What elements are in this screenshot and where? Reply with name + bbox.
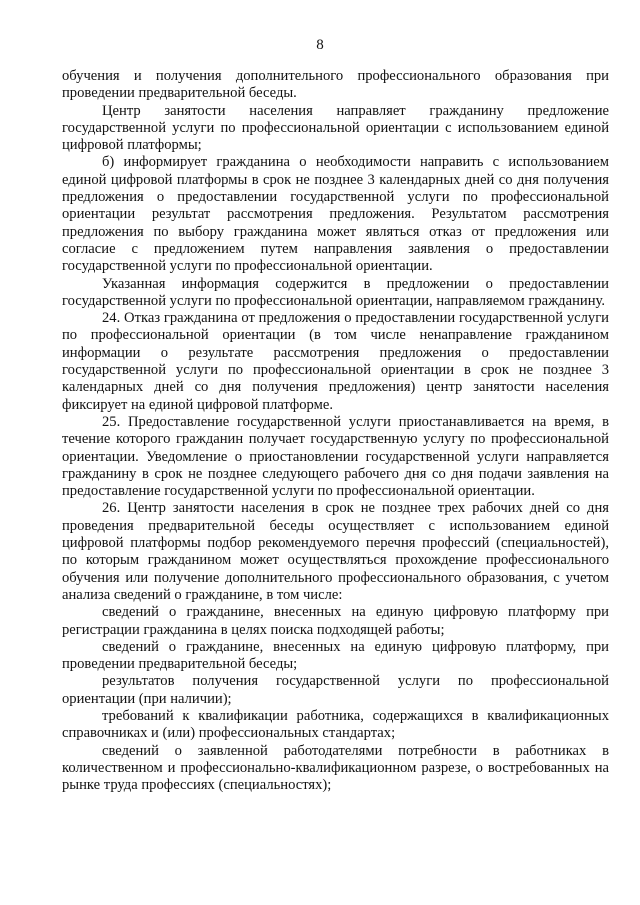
paragraph-clause-24: 24. Отказ гражданина от предложения о предоставлении государственной услуги по профессиональной ориентации (в том числе ненаправление гражданином информации о результате рассмотрения предложения о предоставлении государственной услуги по профессиональной ориентации в срок не позднее 3 календарных дней со дня получения предложения) центр занятости населения фиксирует на единой цифровой платформе. [62,310,609,413]
list-item-orientation-results: результатов получения государственной услуги по профессиональной ориентации (при наличии); [62,673,609,707]
list-item-registration-data: сведений о гражданине, внесенных на единую цифровую платформу при регистрации гражданина в целях поиска подходящей работы; [62,604,609,638]
paragraph-clause-26: 26. Центр занятости населения в срок не позднее трех рабочих дней со дня проведения предварительной беседы осуществляет с использованием единой цифровой платформы подбор рекомендуемого перечня профессий (специальностей), по которым гражданином может осуществляться прохождение профессионального обучения или получение дополнительного профессионального образования, с учетом анализа сведений о гражданине, в том числе: [62,500,609,603]
document-body [62,68,609,794]
list-item-qualification-requirements: требований к квалификации работника, содержащихся в квалификационных справочниках и (или) профессиональных стандартах; [62,707,609,742]
list-item-interview-data: сведений о гражданине, внесенных на единую цифровую платформу, при проведении предварительной беседы; [62,638,609,673]
page-number: 8 [316,37,324,53]
paragraph-continuation: обучения и получения дополнительного профессионального образования при проведении предварительной беседы. [62,68,609,102]
paragraph-offer-information: Указанная информация содержится в предложении о предоставлении государственной услуги по профессиональной ориентации, направляемом гражданину. [62,275,609,309]
paragraph-clause-25: 25. Предоставление государственной услуги приостанавливается на время, в течение которого гражданин получает государственную услугу по профессиональной ориентации. Уведомление о приостановлении государственной услуги направляется гражданину в срок не позднее следующего рабочего дня со дня подачи заявления на предоставление государственной услуги по профессиональной ориентации. [62,413,609,500]
list-item-employer-demand: сведений о заявленной работодателями потребности в работниках в количественном и профессионально-квалификационном разрезе, о востребованных на рынке труда профессиях (специальностях); [62,742,609,794]
paragraph-center-sends-offer: Центр занятости населения направляет гражданину предложение государственной услуги по профессиональной ориентации с использованием единой цифровой платформы; [62,102,609,154]
paragraph-item-b: б) информирует гражданина о необходимости направить с использованием единой цифровой платформы в срок не позднее 3 календарных дней со дня получения предложения о предоставлении государственной услуги по профессиональной ориентации результат рассмотрения предложения. Результатом рассмотрения предложения по выбору гражданина может являться отказ от предложения или согласие с предложением путем направления заявления о предоставлении государственной услуги по профессиональной ориентации. [62,154,609,275]
